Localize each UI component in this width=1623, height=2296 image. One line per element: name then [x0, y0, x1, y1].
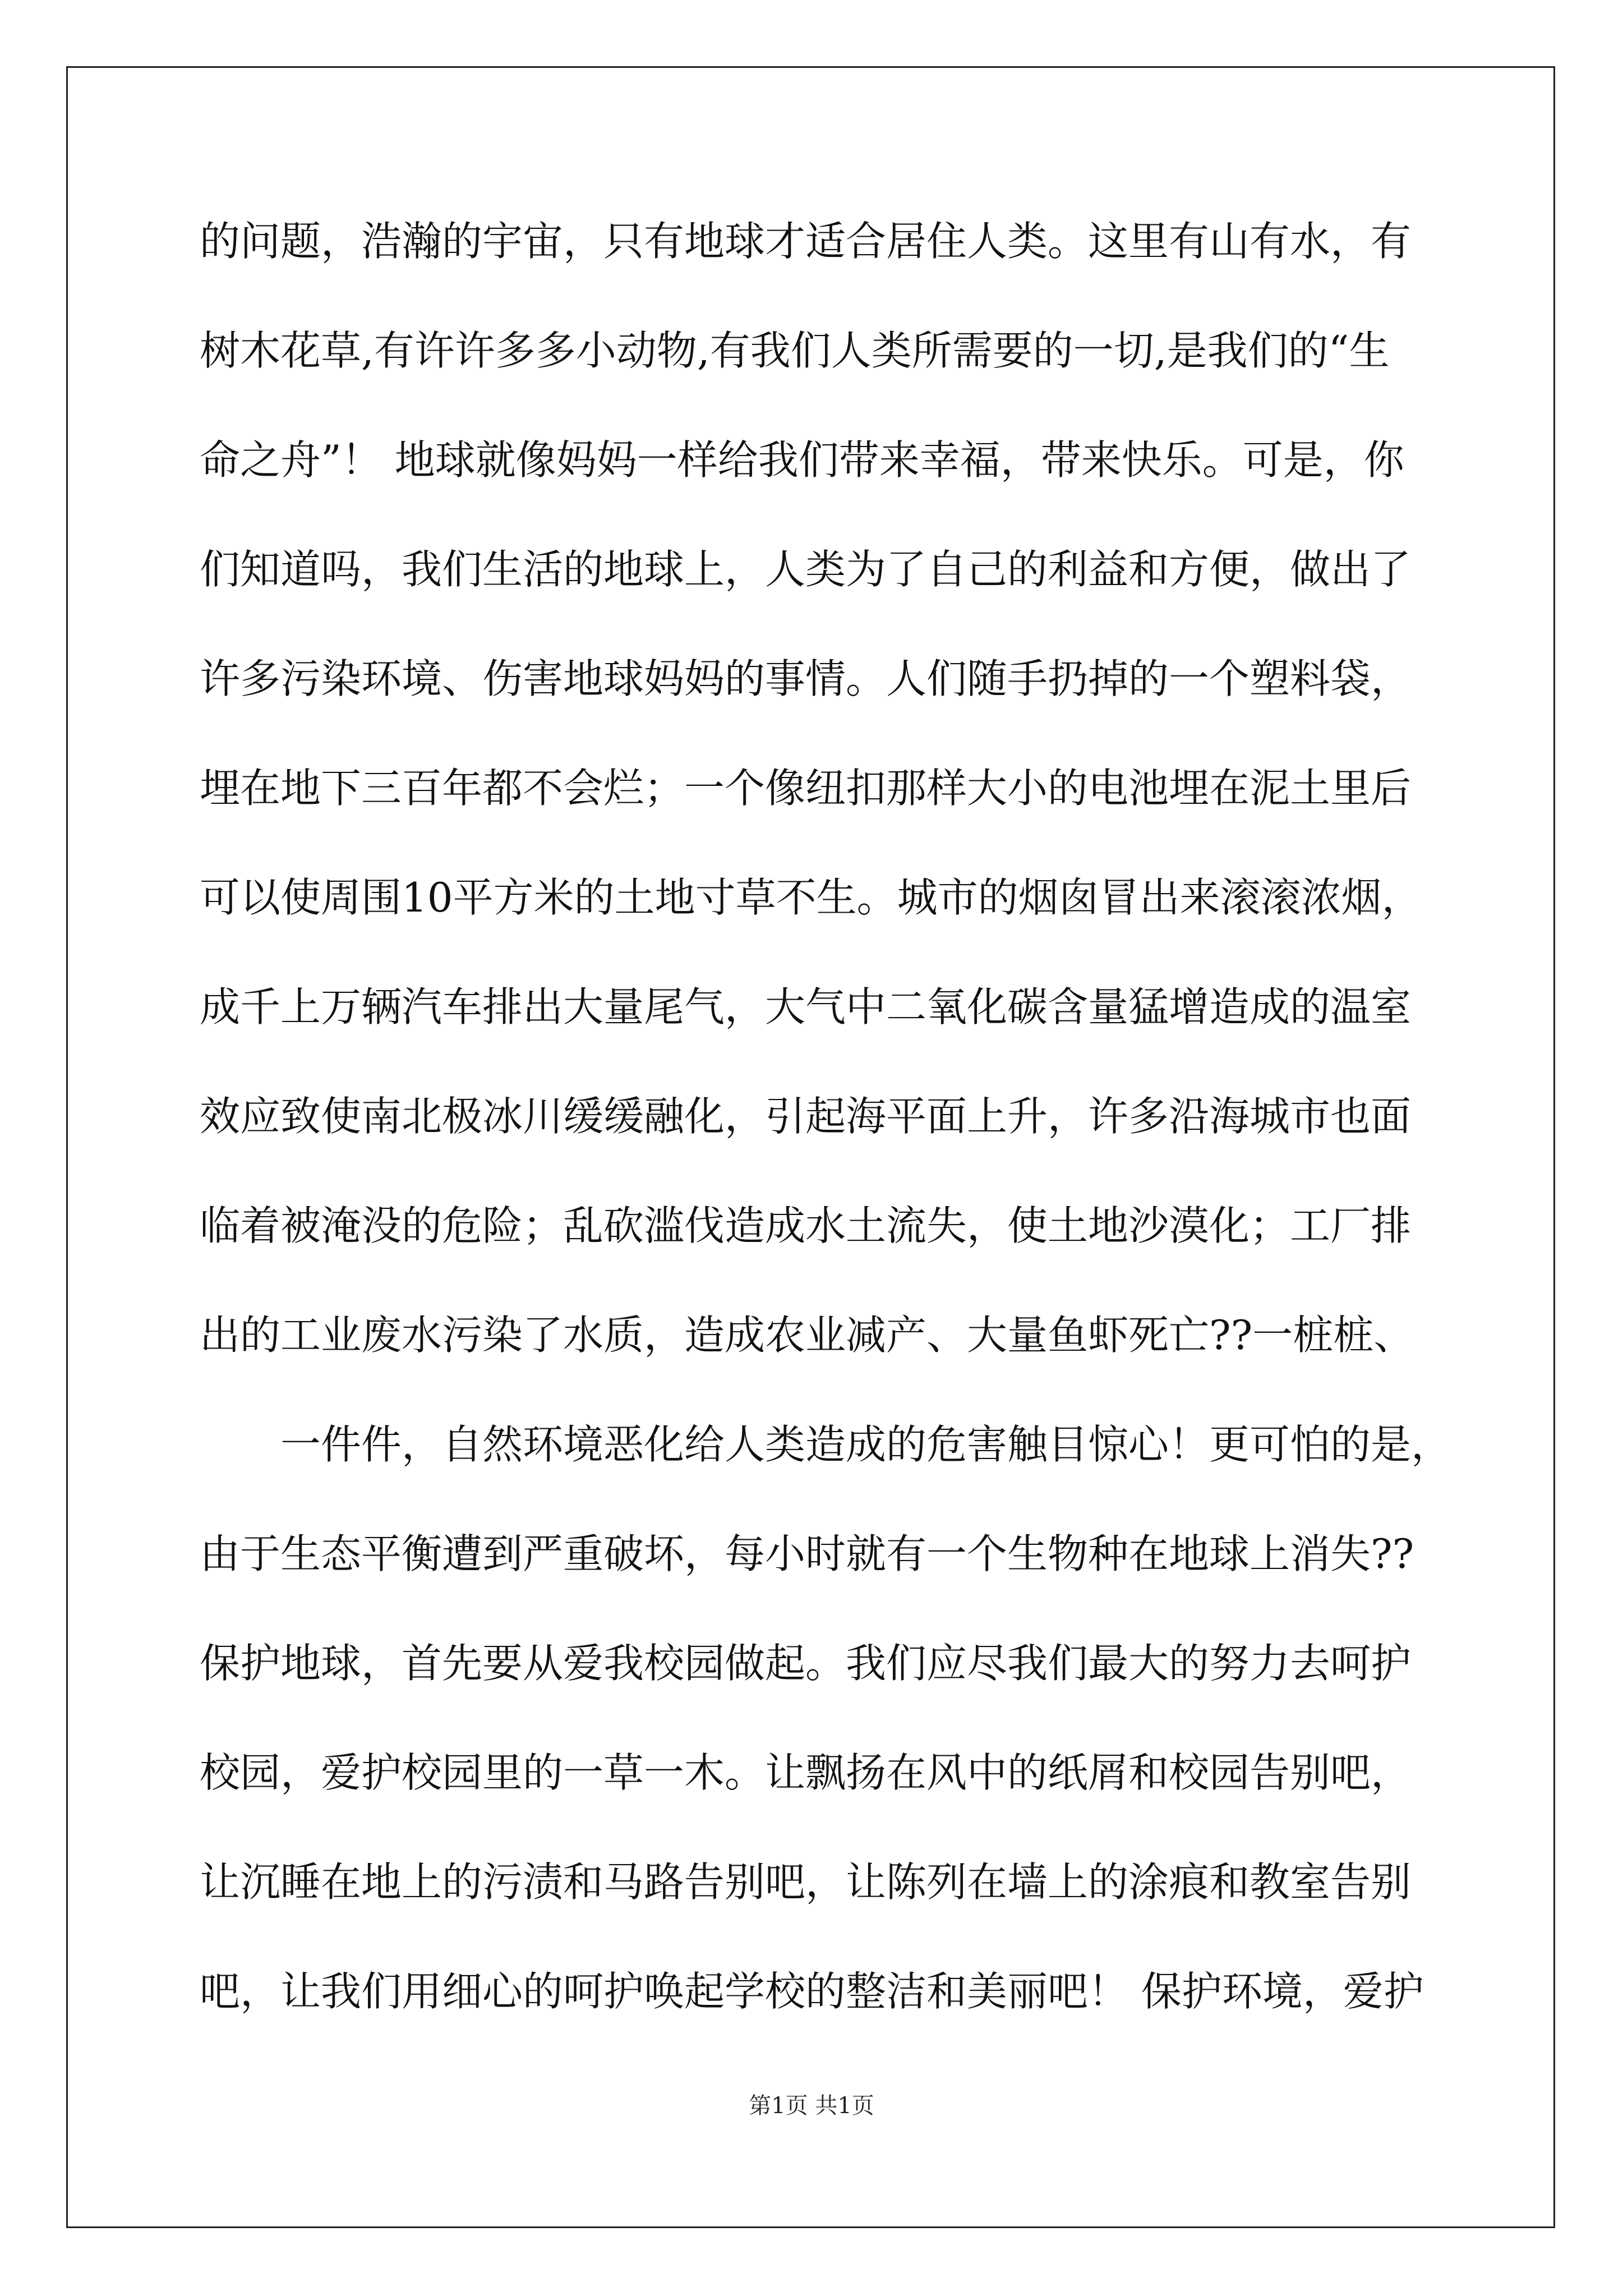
text-line: 让沉睡在地上的污渍和马路告别吧，让陈列在墙上的涂痕和教室告别	[200, 1858, 1412, 1906]
page-footer: 第1页 共1页	[749, 2093, 874, 2119]
text-line: 吧，让我们用细心的呵护唤起学校的整洁和美丽吧！ 保护环境，爱护	[200, 1968, 1424, 2015]
text-line: 保护地球，首先要从爱我校园做起。我们应尽我们最大的努力去呵护	[200, 1640, 1412, 1687]
paragraph-start-line: 一件件，自然环境恶化给人类造成的危害触目惊心！更可怕的是，	[280, 1421, 1452, 1468]
text-line: 由于生态平衡遭到严重破坏，每小时就有一个生物种在地球上消失??	[200, 1530, 1414, 1577]
text-line: 成千上万辆汽车排出大量尾气，大气中二氧化碳含量猛增造成的温室	[200, 983, 1412, 1030]
text-line: 临着被淹没的危险；乱砍滥伐造成水土流失，使土地沙漠化；工厂排	[200, 1202, 1412, 1249]
text-line: 命之舟”！ 地球就像妈妈一样给我们带来幸福，带来快乐。可是，你	[200, 436, 1404, 484]
text-line: 可以使周围10平方米的土地寸草不生。城市的烟囱冒出来滚滚浓烟，	[200, 874, 1422, 921]
text-line: 的问题，浩瀚的宇宙，只有地球才适合居住人类。这里有山有水，有	[200, 218, 1412, 265]
text-line: 效应致使南北极冰川缓缓融化，引起海平面上升，许多沿海城市也面	[200, 1093, 1412, 1140]
text-line: 许多污染环境、伤害地球妈妈的事情。人们随手扔掉的一个塑料袋，	[200, 655, 1412, 702]
text-line: 出的工业废水污染了水质，造成农业减产、大量鱼虾死亡??一桩桩、	[200, 1312, 1414, 1359]
text-line: 埋在地下三百年都不会烂；一个像纽扣那样大小的电池埋在泥土里后	[200, 765, 1412, 812]
document-body	[200, 208, 1452, 2067]
text-line: 们知道吗，我们生活的地球上，人类为了自己的利益和方便，做出了	[200, 546, 1412, 593]
text-line: 树木花草,有许许多多小动物,有我们人类所需要的一切,是我们的“生	[200, 327, 1390, 374]
text-line: 校园，爱护校园里的一草一木。让飘扬在风中的纸屑和校园告别吧，	[200, 1749, 1412, 1796]
